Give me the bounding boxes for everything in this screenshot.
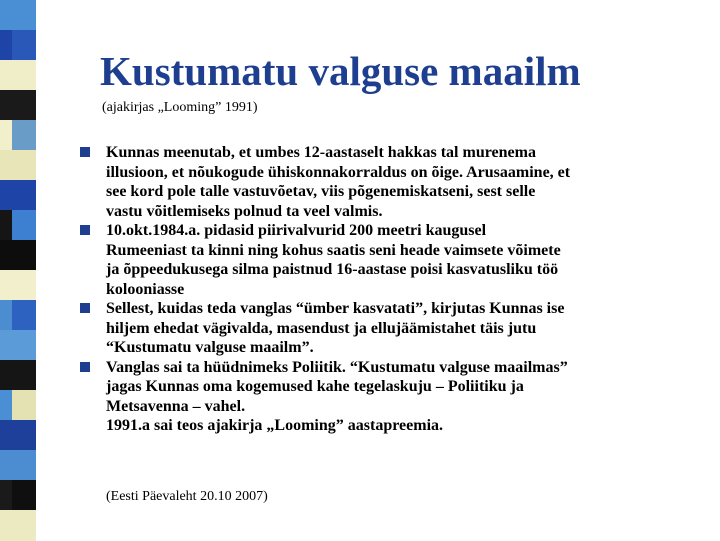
stripe-block (0, 240, 36, 271)
stripe-block (0, 30, 36, 61)
bullet-item (80, 221, 720, 299)
stripe-accent (0, 30, 12, 61)
stripe-block (0, 180, 36, 211)
stripe-block (0, 300, 36, 331)
stripe-block (0, 150, 36, 181)
stripe-block (0, 270, 36, 301)
bullet-line: “Kustumatu valguse maailm”. (106, 339, 314, 356)
bullet-line: Vanglas sai ta hüüdnimeks Poliitik. “Kustumatu valguse maailmas” (106, 358, 568, 376)
stripe-block (0, 390, 36, 421)
bullet-line: Sellest, kuidas teda vanglas “ümber kasvatati”, kirjutas Kunnas ise (106, 300, 565, 317)
bullet-item (80, 358, 720, 436)
bullet-line: 1991.a sai teos ajakirja „Looming” aastapreemia. (106, 417, 444, 434)
bullet-line: Metsavenna – vahel. (106, 397, 246, 415)
bullet-item (80, 299, 720, 358)
bullet-line: illusioon, et nõukogude ühiskonnakorraldus on õige. Arusaamine, et (106, 163, 571, 181)
stripe-block (0, 450, 36, 481)
bullet-line: Rumeeniast ta kinni ning kohus saatis seni heade vaimsete võimete (106, 241, 561, 259)
slide-title: Kustumatu valguse maailm (100, 48, 581, 94)
decorative-color-stripe (0, 0, 36, 540)
source-citation: (Eesti Päevaleht 20.10 2007) (106, 489, 268, 504)
bullet-line: see kord pole talle vastuvõetav, viis põgenemiskatseni, sest selle (106, 183, 536, 200)
stripe-block (0, 480, 36, 511)
bullet-line: kolooniasse (106, 280, 185, 298)
bullet-line: vastu võitlemiseks polnud ta veel valmis. (106, 202, 383, 220)
bullet-square-icon (80, 303, 90, 313)
stripe-block (0, 210, 36, 241)
bullet-line: 10.okt.1984.a. pidasid piirivalvurid 200 meetri kaugusel (106, 222, 487, 239)
bullet-line: ja õppeedukusega silma paistnud 16-aastase poisi kasvatusliku töö (106, 261, 559, 278)
slide-subtitle: (ajakirjas „Looming” 1991) (102, 100, 258, 115)
stripe-block (0, 90, 36, 121)
stripe-accent (0, 480, 12, 511)
bullet-square-icon (80, 225, 90, 235)
stripe-accent (0, 300, 12, 331)
stripe-block (0, 330, 36, 361)
bullet-square-icon (80, 362, 90, 372)
bullet-list (80, 143, 720, 436)
stripe-accent (0, 390, 12, 421)
stripe-block (0, 120, 36, 151)
stripe-block (0, 360, 36, 391)
bullet-item (80, 143, 720, 221)
bullet-line: hiljem ehedat vägivalda, masendust ja ellujäämistahet täis jutu (106, 319, 537, 337)
bullet-line: jagas Kunnas oma kogemused kahe tegelaskuju – Poliitiku ja (106, 378, 524, 395)
bullet-square-icon (80, 147, 90, 157)
stripe-accent (0, 210, 12, 241)
stripe-block (0, 510, 36, 541)
bullet-line: Kunnas meenutab, et umbes 12-aastaselt hakkas tal murenema (106, 144, 536, 161)
stripe-block (0, 420, 36, 451)
stripe-accent (0, 120, 12, 151)
stripe-block (0, 0, 36, 31)
stripe-block (0, 60, 36, 91)
